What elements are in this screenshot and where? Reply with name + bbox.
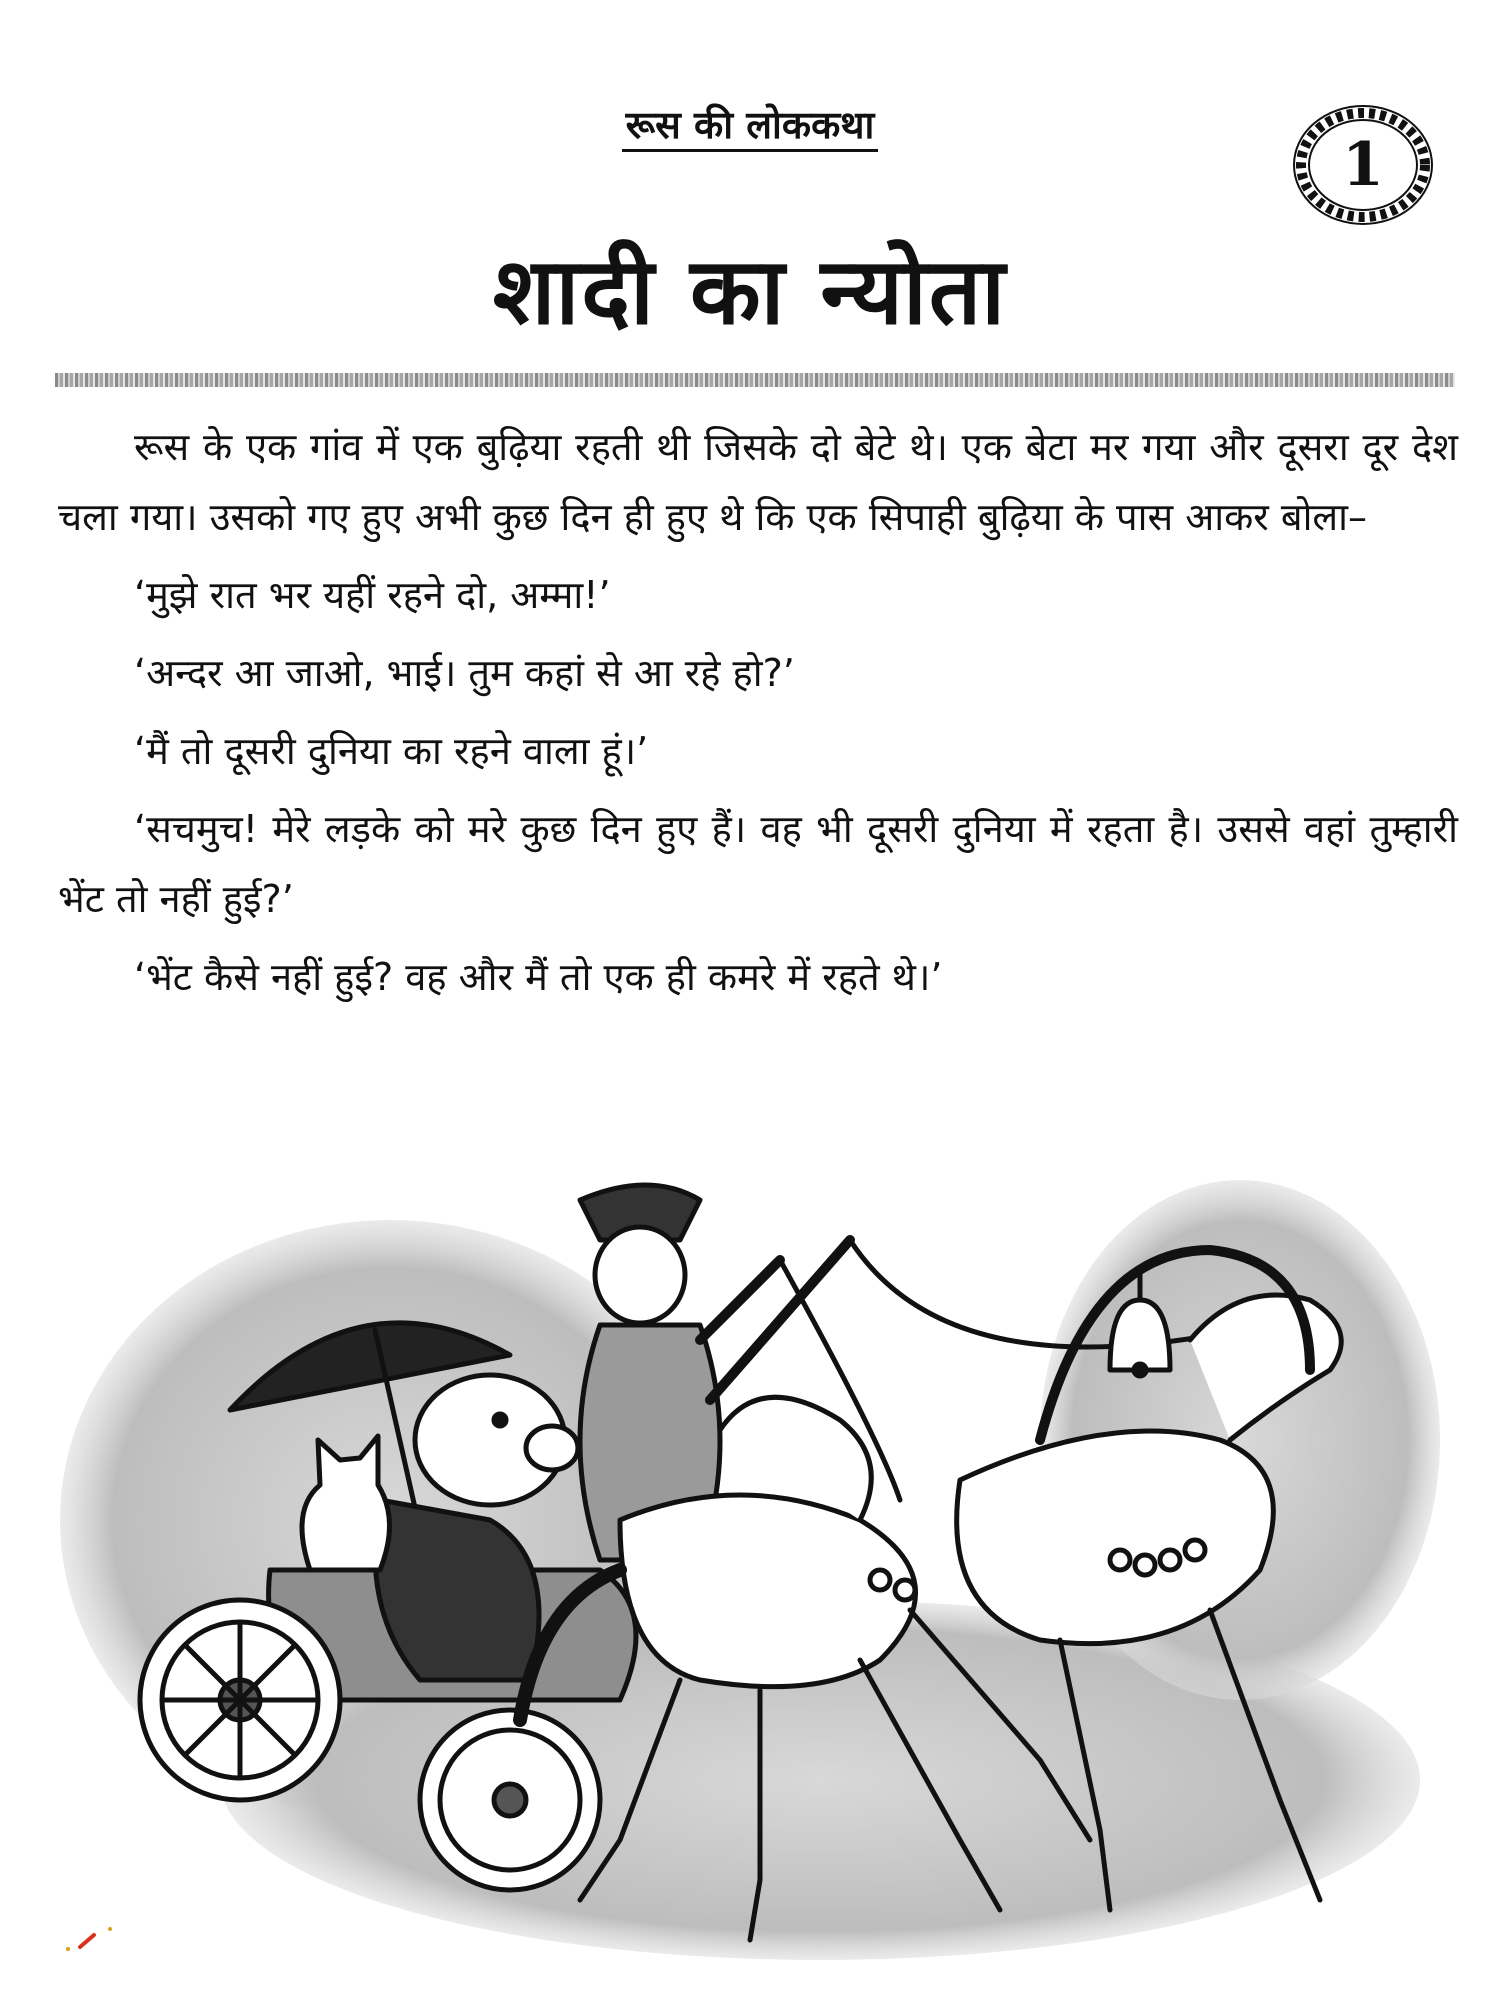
story-paragraph: ‘मैं तो दूसरी दुनिया का रहने वाला हूं।’ [134, 729, 649, 773]
wheel-icon [420, 1710, 600, 1890]
horse-carriage-illustration [60, 1140, 1460, 1980]
chapter-badge [1288, 100, 1438, 230]
ink-mark [60, 1925, 120, 1955]
story-origin-text: रूस की लोककथा [622, 103, 879, 152]
story-paragraph: ‘अन्दर आ जाओ, भाई। तुम कहां से आ रहे हो?’ [134, 651, 795, 695]
illustration-drawing [60, 1140, 1460, 1980]
ink-speck-icon [60, 1925, 120, 1955]
story-paragraph: रूस के एक गांव में एक बुढ़िया रहती थी जिसके दो बेटे थे। एक बेटा मर गया और दूसरा दूर देश चला गया। उसको गए हुए अभी कुछ दिन ही हुए थे कि एक सिपाही बुढ़िया के पास आकर बोला– [58, 425, 1458, 539]
title-divider [55, 373, 1455, 387]
story-paragraph: ‘सचमुच! मेरे लड़के को मरे कुछ दिन हुए हैं। वह भी दूसरी दुनिया में रहता है। उससे वहां तुम्हारी भेंट तो नहीं हुई?’ [58, 807, 1458, 921]
story-title: शादी का न्योता [492, 238, 1008, 345]
story-body [58, 412, 1458, 1020]
story-origin-label [0, 98, 1500, 150]
story-paragraph: ‘मुझे रात भर यहीं रहने दो, अम्मा!’ [134, 573, 611, 617]
story-paragraph: ‘भेंट कैसे नहीं हुई? वह और मैं तो एक ही कमरे में रहते थे।’ [134, 955, 943, 999]
wheel-icon [140, 1600, 340, 1800]
chapter-number: 1 [1342, 130, 1384, 200]
